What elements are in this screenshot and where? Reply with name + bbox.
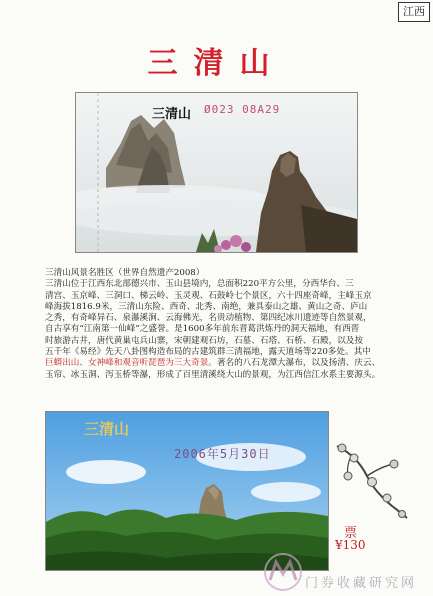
ticket-label: 票 [344, 526, 358, 541]
description-line: 自古享有“江南第一仙峰”之盛誉。是1600多年前东晋葛洪炼丹的洞天福地，有西晋 [45, 324, 360, 335]
description-line: 清宫、玉京峰、三洞口、梯云岭、玉灵观、石鼓岭七个景区，六十四座奇峰，主峰玉京 [45, 290, 372, 301]
ticket-1-serial: Ø023 08A29 [204, 103, 281, 116]
description-line: 五千年《易经》先天八卦图构造布局的古建筑群三清福地，露天道场等220多处。其中 [45, 347, 371, 358]
region-tag: 江西 [398, 2, 430, 22]
description-line [45, 358, 393, 369]
ticket-2-name: 三清山 [84, 420, 130, 438]
ticket-image-1 [75, 92, 358, 253]
ticket-price: ¥130 [335, 538, 366, 552]
description-line: 时旅游古井，唐代黄巢屯兵山寨，宋朝建观石坊，石墓、石塔、石桥、石殿，以及按 [45, 335, 363, 346]
description-line: 玉帘、冰玉洞、泻玉桥等瀑，形成了百里清溪绕大山的景观，为江西信江水系主要源头。 [45, 369, 381, 380]
watermark-logo-icon [258, 550, 308, 594]
description-line: 之秀，有奇峰异石、泉瀑溪涧、云海佛光，名贵动植物、第四纪冰川遗迹等自然景观， [45, 313, 372, 324]
page-title: 三清山 [147, 46, 286, 81]
highlight-text: 巨蟒出山、女神峰和观音听琵琶为三大奇景。 [45, 358, 217, 369]
scenic-description [45, 268, 393, 381]
watermark-text: 门券收藏研究网 [305, 576, 418, 591]
description-text: 著名的八石龙潭大瀑布，以及扬清、庆云、 [216, 358, 381, 369]
ticket-image-2 [45, 411, 329, 571]
ticket-1-name: 三清山 [152, 107, 192, 122]
ticket-2-date-stamp: 2006年5月30日 [174, 447, 271, 461]
description-line: 三清山风景名胜区（世界自然遗产2008） [45, 268, 205, 278]
description-line: 峰海拔1816.9米，三清山东险、西奇、北秀、南绝，兼具泰山之雄、黄山之奇、庐山 [45, 301, 368, 312]
description-line: 三清山位于江西东北部德兴市、玉山县境内，总面积220平方公里，分西华台、三 [45, 279, 354, 290]
goddess-peak-illustration [76, 93, 357, 252]
plum-blossom-decoration [332, 436, 412, 521]
